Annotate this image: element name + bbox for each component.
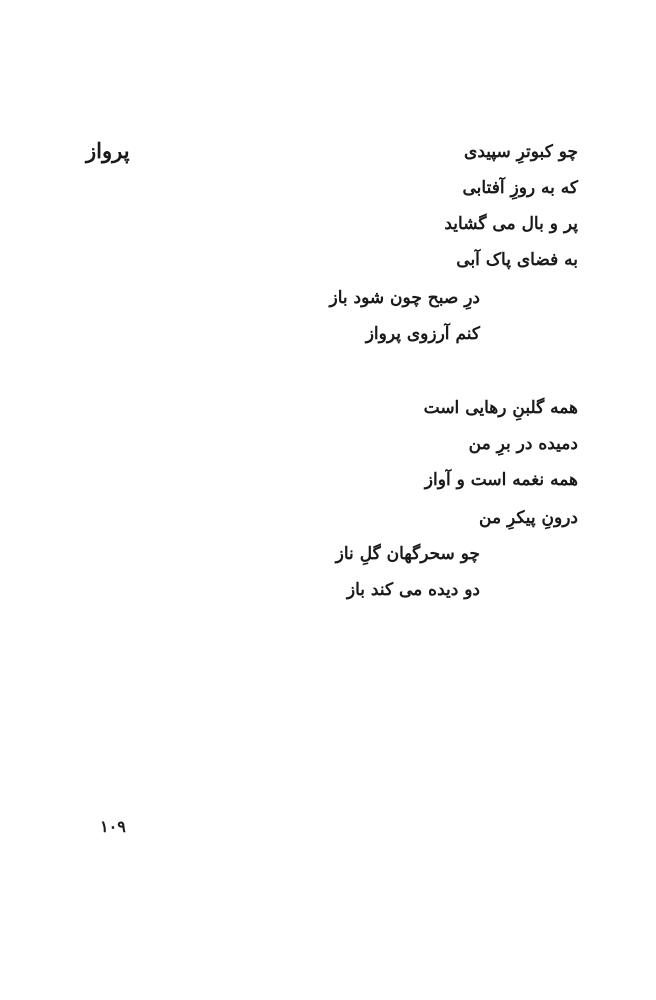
poem-line-indented: چو سحرگهان گلِ ناز — [335, 544, 480, 564]
poem-line: دمیده در برِ من — [468, 434, 578, 454]
poem-line-indented: دو دیده می کند باز — [346, 580, 480, 600]
poem-line: چو کبوترِ سپیدی — [464, 142, 578, 162]
poem-line-indented: درِ صبح چون شود باز — [329, 288, 480, 308]
page-number: ۱۰۹ — [100, 817, 126, 836]
poem-line: به فضای پاک آبی — [456, 250, 578, 270]
poem-line: همه گلبنِ رهایی است — [423, 398, 578, 418]
poem-title: پرواز — [86, 138, 130, 163]
poem-line: همه نغمه است و آواز — [424, 470, 578, 490]
poem-line: پر و بال می گشاید — [444, 214, 578, 234]
poem-line-indented: کنم آرزوی پرواز — [365, 324, 480, 344]
poem-line: درونِ پیکرِ من — [479, 508, 578, 528]
poem-line: که به روزِ آفتابی — [462, 178, 578, 198]
